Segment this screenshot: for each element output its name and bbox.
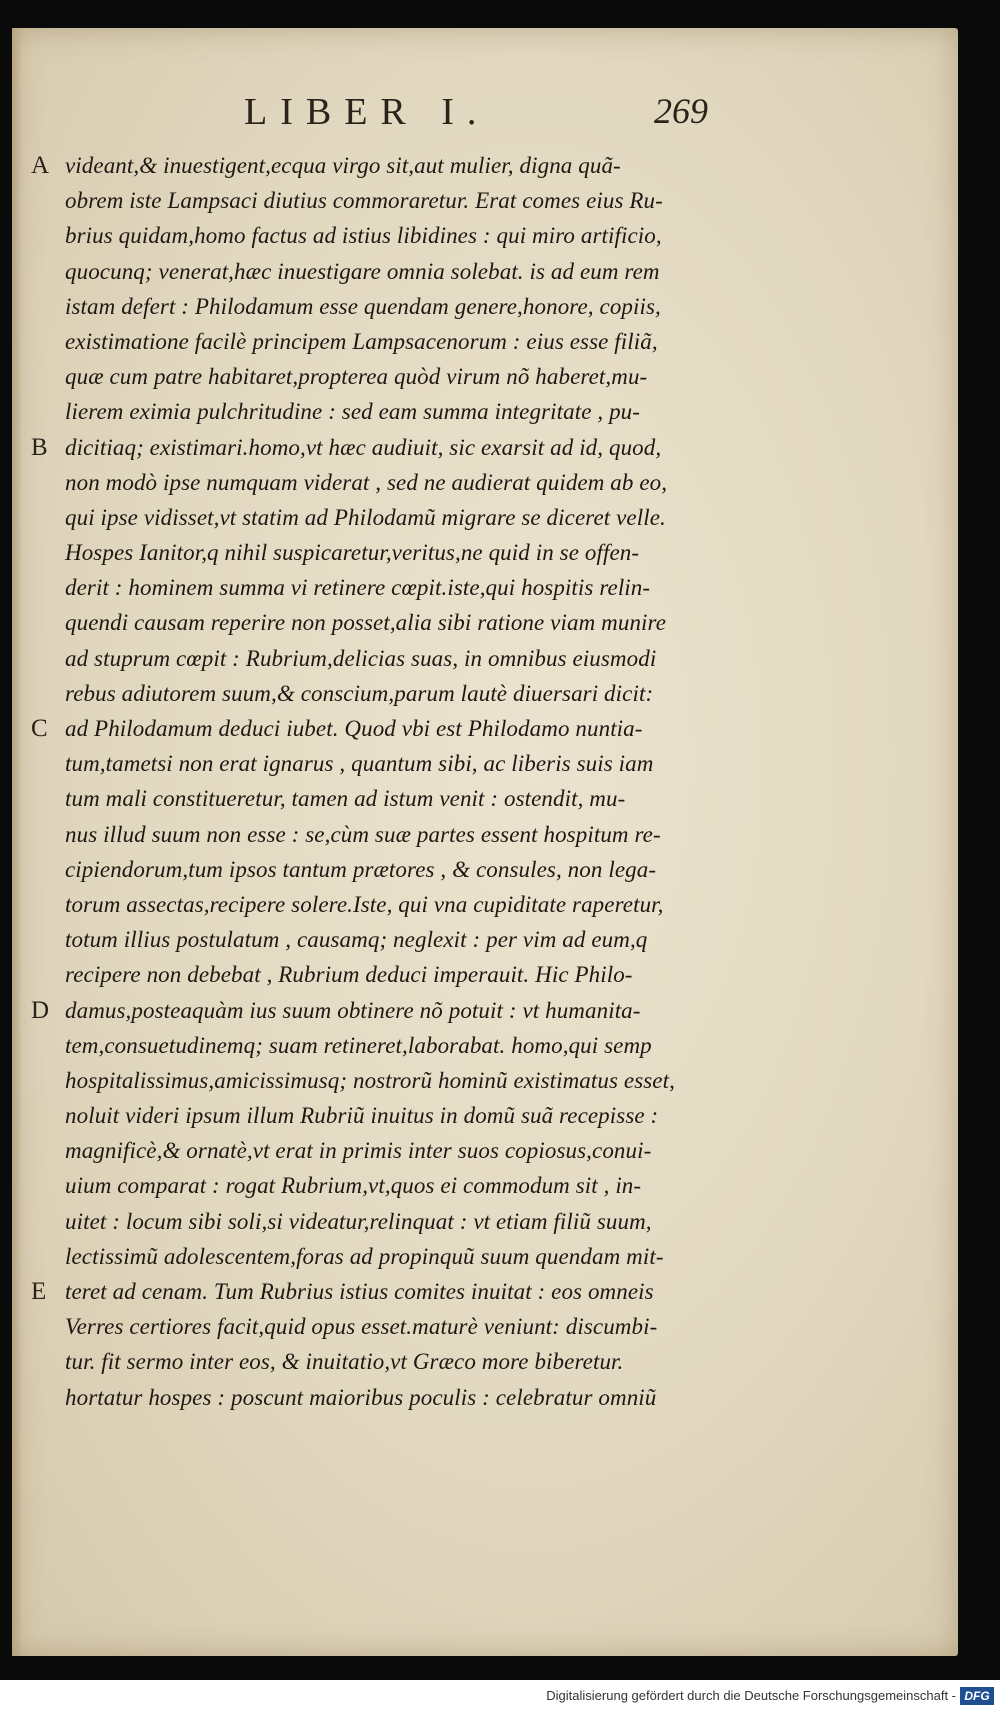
text-line [52,570,732,605]
margin-section-letter: D [31,996,50,1024]
text-line [52,781,732,816]
text-block [31,148,732,1415]
text-line [52,535,732,570]
text-line [31,993,732,1028]
text-line [52,1168,732,1203]
line-text: noluit videri ipsum illum Rubriũ inuitus in domũ suã recepisse : [65,1103,659,1129]
text-line [52,1309,732,1344]
text-line [52,1133,732,1168]
line-text: uitet : locum sibi soli,si videatur,relinquat : vt etiam filiũ suum, [65,1208,652,1234]
line-text: recipere non debebat , Rubrium deduci imperauit. Hic Philo- [65,962,633,988]
funding-credit: Digitalisierung gefördert durch die Deutsche Forschungsgemeinschaft - [546,1688,956,1703]
page-gutter-shadow [12,28,22,1656]
text-line [52,218,732,253]
line-text: lierem eximia pulchritudine : sed eam summa integritate , pu- [65,399,641,425]
text-line [52,957,732,992]
text-line [52,359,732,394]
text-line [52,183,732,218]
line-text: obrem iste Lampsaci diutius commoraretur. Erat comes eius Ru- [65,188,663,214]
running-head-title: LIBER I. [244,91,490,133]
line-text: qui ipse vidisset,vt statim ad Philodamũ migrare se diceret velle. [65,504,666,530]
text-line [52,852,732,887]
line-text: videant,& inuestigent,ecqua virgo sit,aut mulier, digna quã- [65,153,621,178]
text-line [52,817,732,852]
text-line [52,922,732,957]
line-text: istam defert : Philodamum esse quendam genere,honore, copiis, [65,293,661,319]
line-text: quocunq; venerat,hæc inuestigare omnia solebat. is ad eum rem [65,258,660,284]
margin-section-letter: A [31,152,50,179]
margin-section-letter: C [31,715,48,742]
line-text: existimatione facilè principem Lampsacenorum : eius esse filiã, [65,328,658,354]
text-line [52,324,732,359]
line-text: uium comparat : rogat Rubrium,vt,quos ei commodum sit , in- [65,1173,642,1199]
text-line [52,1204,732,1239]
line-text: tum mali constitueretur, tamen ad istum venit : ostendit, mu- [65,786,626,812]
line-text: teret ad cenam. Tum Rubrius istius comites inuitat : eos omneis [65,1279,654,1304]
margin-section-letter: E [31,1278,47,1305]
text-line [52,676,732,711]
line-text: ad Philodamum deduci iubet. Quod vbi est Philodamo nuntia- [65,716,643,741]
line-text: damus,posteaquàm ius suum obtinere nõ potuit : vt humanita- [65,997,641,1023]
line-text: lectissimũ adolescentem,foras ad propinquũ suum quendam mit- [65,1243,664,1269]
line-text: torum assectas,recipere solere.Iste, qui vna cupiditate raperetur, [65,891,664,917]
line-text: Verres certiores facit,quid opus esset.maturè veniunt: discumbi- [65,1314,658,1340]
line-text: non modò ipse numquam viderat , sed ne audierat quidem ab eo, [65,469,668,495]
text-line [52,605,732,640]
line-text: tur. fit sermo inter eos, & inuitatio,vt Græco more biberetur. [65,1349,624,1375]
text-line [52,1239,732,1274]
text-line [52,1344,732,1379]
margin-section-letter: B [31,433,48,461]
line-text: magnificè,& ornatè,vt erat in primis inter suos copiosus,conui- [65,1138,652,1164]
line-text: quæ cum patre habitaret,propterea quòd virum nõ haberet,mu- [65,364,648,390]
line-text: quendi causam reperire non posset,alia sibi ratione viam munire [65,610,667,636]
line-text: hospitalissimus,amicissimusq; nostrorũ hominũ existimatus esset, [65,1067,675,1093]
text-line [52,1098,732,1133]
text-line [31,1274,732,1309]
text-line [52,1028,732,1063]
line-text: tem,consuetudinemq; suam retineret,laborabat. homo,qui semp [65,1032,652,1058]
line-text: cipiendorum,tum ipsos tantum prætores , & consules, non lega- [65,856,657,882]
text-line [52,641,732,676]
book-page [12,28,958,1656]
text-line [31,148,732,183]
page-number: 269 [654,91,708,131]
text-line [52,289,732,324]
line-text: nus illud suum non esse : se,cùm suæ partes essent hospitum re- [65,821,661,847]
text-line [52,465,732,500]
text-line [52,1380,732,1415]
line-text: tum,tametsi non erat ignarus , quantum sibi, ac liberis suis iam [65,751,654,777]
line-text: Hospes Ianitor,q nihil suspicaretur,veritus,ne quid in se offen- [65,540,640,566]
line-text: totum illius postulatum , causamq; neglexit : per vim ad eum,q [65,927,648,953]
line-text: ad stuprum cœpit : Rubrium,delicias suas, in omnibus eiusmodi [65,645,657,671]
text-line [31,430,732,465]
text-line [52,254,732,289]
line-text: dicitiaq; existimari.homo,vt hæc audiuit, sic exarsit ad id, quod, [65,434,662,460]
text-line [52,394,732,429]
line-text: rebus adiutorem suum,& conscium,parum lautè diuersari dicit: [65,680,654,706]
dfg-logo: DFG [960,1687,994,1705]
text-line [52,746,732,781]
line-text: derit : hominem summa vi retinere cœpit.iste,qui hospitis relin- [65,575,651,601]
line-text: hortatur hospes : poscunt maioribus poculis : celebratur omniũ [65,1384,657,1410]
footer-bar [0,1680,1000,1714]
line-text: brius quidam,homo factus ad istius libidines : qui miro artificio, [65,223,662,249]
text-line [52,1063,732,1098]
text-line [52,500,732,535]
text-line [31,711,732,746]
text-line [52,887,732,922]
running-head [12,90,958,140]
